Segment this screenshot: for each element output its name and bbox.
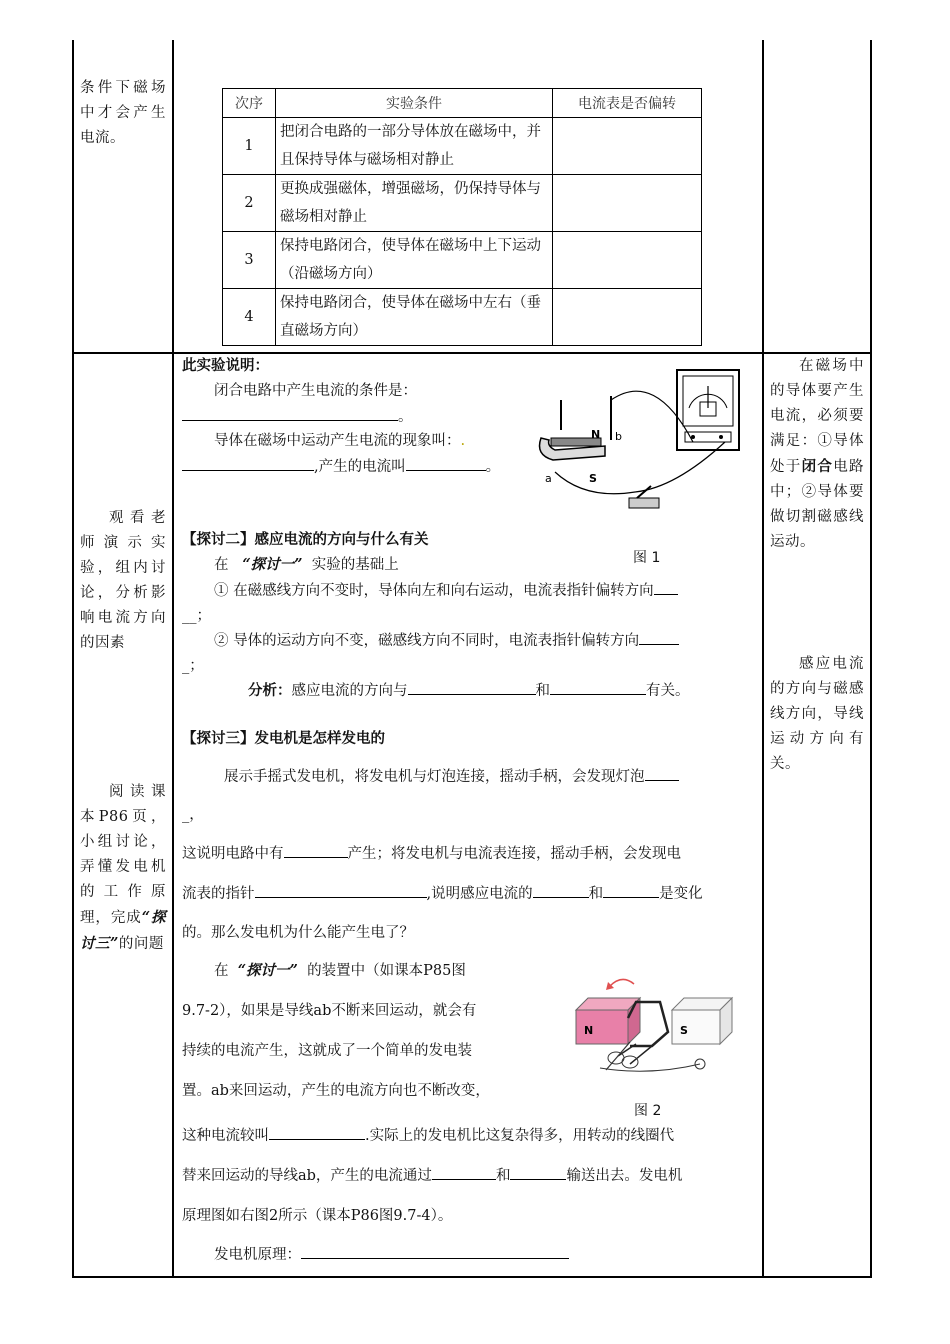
grid-line <box>72 1276 872 1278</box>
discussion-3-line-8: 置。ab来回运动，产生的电流方向也不断改变， <box>182 1083 490 1099</box>
table-header: 次序 <box>223 89 276 118</box>
discussion-3-line-10: 替来回运动的导线ab，产生的电流通过 和 输送出去。发电机 <box>182 1165 682 1186</box>
grid-line <box>762 40 764 1277</box>
magnet-n-label: N <box>584 1024 594 1037</box>
discussion-3-line-9: 这种电流较叫 .实际上的发电机比这复杂得多，用转动的线圈代 <box>182 1125 674 1146</box>
table-header: 电流表是否偏转 <box>553 89 702 118</box>
discussion-2-q2: ② 导体的运动方向不变，磁感线方向不同时，电流表指针偏转方向 <box>214 630 679 651</box>
table-row: 2 更换成强磁体，增强磁场，仍保持导体与磁场相对静止 <box>223 175 702 232</box>
discussion-3-title: 【探讨三】发电机是怎样发电的 <box>182 730 385 747</box>
note-title: 此实验说明： <box>182 357 269 374</box>
phenomenon-blank: ,产生的电流叫 。 <box>182 456 500 477</box>
table-header: 实验条件 <box>276 89 553 118</box>
discussion-2-analysis: 分析：感应电流的方向与 和 有关。 <box>248 682 690 699</box>
discussion-3-line-1-tail: _， <box>182 807 204 823</box>
condition-line: 闭合电路中产生电流的条件是： <box>214 383 417 399</box>
discussion-3-line-7: 持续的电流产生，这就成了一个简单的发电装 <box>182 1043 472 1059</box>
wire-a-label: a <box>545 472 552 485</box>
discussion-3-line-1: 展示手摇式发电机，将发电机与灯泡连接，摇动手柄，会发现灯泡 <box>224 766 679 787</box>
phenomenon-line: 导体在磁场中运动产生电流的现象叫：. <box>214 433 466 449</box>
magnet-s-label: S <box>680 1024 688 1037</box>
wire-b-label: b <box>615 430 622 443</box>
discussion-3-line-6: 9.7-2），如果是导线ab不断来回运动，就会有 <box>182 1003 477 1019</box>
discussion-3-line-12: 发电机原理： <box>214 1244 569 1265</box>
table-row: 4 保持电路闭合，使导体在磁场中左右（垂直磁场方向） <box>223 289 702 346</box>
magnet-s-label: S <box>589 472 597 485</box>
grid-line <box>72 352 872 354</box>
condition-blank: 。 <box>182 406 413 427</box>
discussion-2-title: 【探讨二】感应电流的方向与什么有关 <box>182 531 429 548</box>
figure-1-caption: 图 1 <box>633 550 661 566</box>
grid-line <box>870 40 872 1277</box>
discussion-2-intro: 在 “探讨一” 实验的基础上 <box>214 556 399 573</box>
discussion-2-q2-tail: _； <box>182 658 204 674</box>
discussion-2-q1-tail: __； <box>182 608 211 624</box>
right-note-1: 在磁场中的导体要产生电流，必须要满足：①导体处于闭合电路中；②导体要做切割磁感线运动。 <box>770 358 865 550</box>
discussion-3-line-3: 流表的指针 ,说明感应电流的 和 是变化 <box>182 883 703 904</box>
discussion-3-line-5: 在 “探讨一” 的装置中（如课本P85图 <box>214 962 466 979</box>
table-row: 3 保持电路闭合，使导体在磁场中上下运动（沿磁场方向） <box>223 232 702 289</box>
discussion-2-q1: ① 在磁感线方向不变时，导体向左和向右运动，电流表指针偏转方向 <box>214 580 678 601</box>
figure-1-apparatus <box>525 360 755 520</box>
experiment-table <box>222 88 702 346</box>
discussion-3-line-4: 的。那么发电机为什么能产生电了？ <box>182 925 414 941</box>
figure-2-generator <box>570 972 750 1082</box>
right-note-2: 感应电流的方向与磁感线方向，导线运动方向有关。 <box>770 656 864 772</box>
magnet-n-label: N <box>591 428 601 441</box>
table-row: 1 把闭合电路的一部分导体放在磁场中，并且保持导体与磁场相对静止 <box>223 118 702 175</box>
discussion-3-line-11: 原理图如右图2所示（课本P86图9.7-4）。 <box>182 1208 453 1224</box>
left-cell-1: 条件下磁场中才会产生电流。 <box>80 80 166 146</box>
left-cell-2: 观看老师演示实验，组内讨论，分析影响电流方向的因素 <box>80 510 166 651</box>
figure-2-caption: 图 2 <box>634 1103 662 1119</box>
discussion-3-line-2: 这说明电路中有 产生；将发电机与电流表连接，摇动手柄，会发现电 <box>182 843 681 864</box>
grid-line <box>72 40 74 1277</box>
grid-line <box>172 40 174 1277</box>
left-cell-3: 阅读课本P86页，小组讨论，弄懂发电机的工作原理，完成“探讨三”的问题 <box>80 784 167 952</box>
